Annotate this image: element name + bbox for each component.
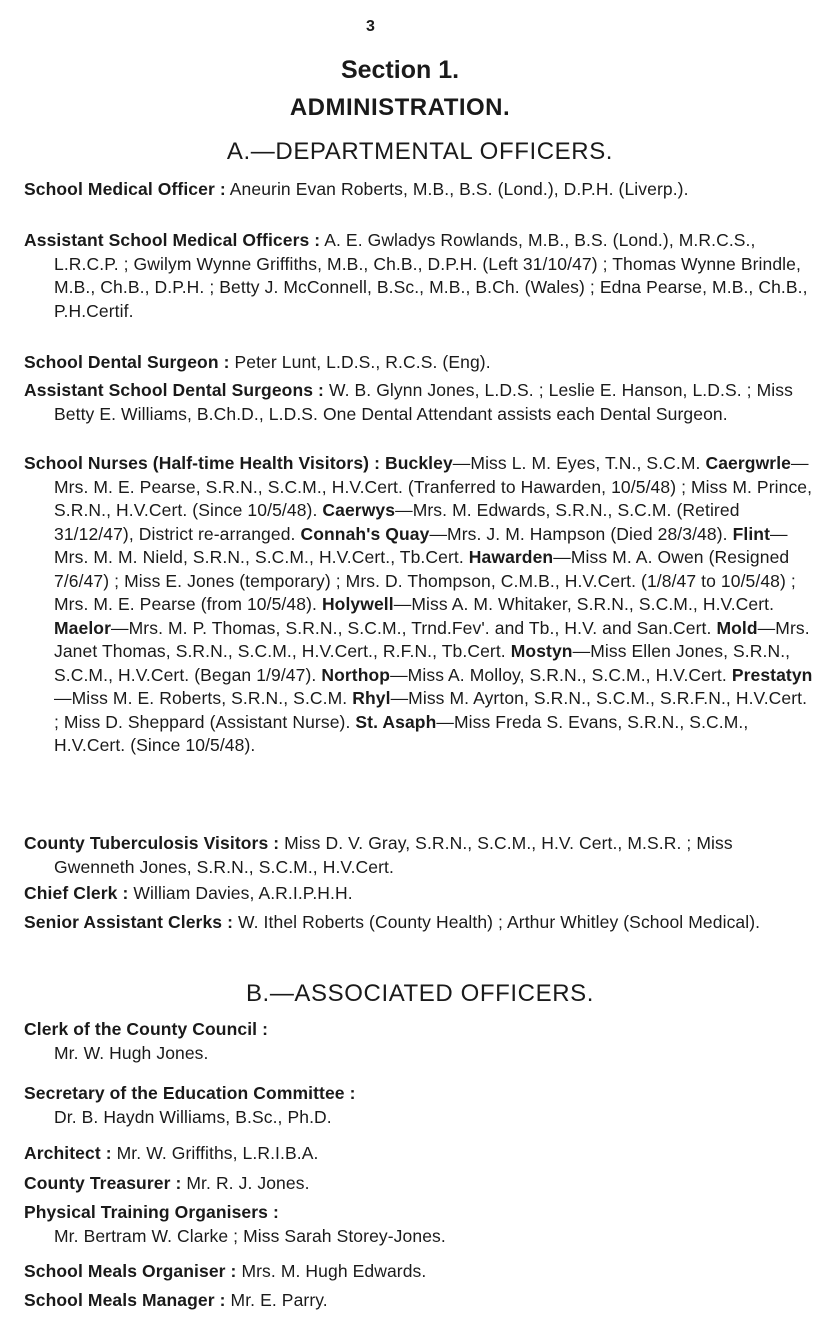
assistant-school-dental-surgeons-entry [24, 379, 814, 426]
district-northop-nurses: —Miss A. Molloy, S.R.N., S.C.M., H.V.Cert. [390, 664, 727, 685]
district-connahs-quay-nurses: —Mrs. J. M. Hampson (Died 28/3/48). [429, 523, 728, 544]
district-caergwrle-nurses: —Mrs. M. E. Pearse, S.R.N., S.C.M., H.V.Cert. (Tranferred to Hawarden, 10/5/48) ; Miss M. Prince, S.R.N., H.V.Cert. (Since 10/5/48). [54, 453, 813, 520]
school-medical-officer-value: Aneurin Evan Roberts, M.B., B.S. (Lond.), D.P.H. (Liverp.). [229, 179, 689, 199]
senior-assistant-clerks-value: W. Ithel Roberts (County Health) ; Arthur Whitley (School Medical). [237, 912, 761, 932]
district-buckley: Buckley [384, 453, 453, 473]
district-mold: Mold [716, 617, 758, 638]
district-maelor-nurses: —Mrs. M. P. Thomas, S.R.N., S.C.M., Trnd.Fev'. and Tb., H.V. and San.Cert. [111, 617, 712, 638]
school-dental-surgeon-label: School Dental Surgeon : [24, 352, 230, 372]
section-title: ADMINISTRATION. [289, 94, 511, 121]
district-caerwys: Caerwys [322, 500, 396, 520]
architect-value: Mr. W. Griffiths, L.R.I.B.A. [116, 1143, 319, 1163]
school-meals-organiser-label: School Meals Organiser : [24, 1261, 237, 1281]
district-rhyl-nurses: —Miss M. Ayrton, S.R.N., S.C.M., S.R.F.N., H.V.Cert. ; Miss D. Sheppard (Assistant Nurse). [54, 688, 808, 732]
county-tuberculosis-visitors-label: County Tuberculosis Visitors : [24, 833, 280, 853]
district-caergwrle: Caergwrle [705, 453, 792, 473]
assistant-school-dental-surgeons-value: W. B. Glynn Jones, L.D.S. ; Leslie E. Hanson, L.D.S. ; Miss Betty E. Williams, B.Ch.D., L.D.S. One Dental Attendant assists each Dental Surgeon. [54, 380, 793, 424]
district-flint: Flint [732, 523, 771, 544]
school-nurses-entry [24, 452, 814, 758]
district-prestatyn: Prestatyn [731, 664, 813, 685]
district-holywell: Holywell [321, 594, 394, 614]
district-mostyn-nurses: —Miss Ellen Jones, S.R.N., S.C.M., H.V.Cert. (Began 1/9/47). [54, 641, 791, 685]
senior-assistant-clerks-entry [24, 911, 814, 935]
school-meals-manager-value: Mr. E. Parry. [230, 1290, 328, 1310]
education-secretary-label: Secretary of the Education Committee : [24, 1083, 356, 1103]
assistant-school-medical-officers-value: A. E. Gwladys Rowlands, M.B., B.S. (Lond.), M.R.C.S., L.R.C.P. ; Gwilym Wynne Griffiths, M.B., Ch.B., D.P.H. (Left 31/10/47) ; Thomas Wynne Brindle, M.B., Ch.B., D.P.H. ; Betty J. McConnell, B.Sc., M.B., B.Ch. (Wales) ; Edna Pearse, M.B., Ch.B., P.H.Certif. [54, 230, 808, 321]
district-mold-nurses: —Mrs. Janet Thomas, S.R.N., S.C.M., H.V.Cert., R.F.N., Tb.Cert. [54, 617, 810, 661]
district-hawarden: Hawarden [468, 547, 554, 567]
school-medical-officer-entry [24, 178, 814, 202]
county-treasurer-label: County Treasurer : [24, 1173, 182, 1193]
district-northop: Northop [321, 664, 391, 685]
school-medical-officer-label: School Medical Officer : [24, 179, 226, 199]
county-council-clerk-label: Clerk of the County Council : [24, 1019, 269, 1039]
page-number: 3 [366, 18, 375, 35]
district-st-asaph: St. Asaph [355, 711, 437, 732]
assistant-school-medical-officers-label: Assistant School Medical Officers : [24, 230, 321, 250]
physical-training-organisers-entry [24, 1201, 784, 1248]
physical-training-organisers-value: Mr. Bertram W. Clarke ; Miss Sarah Storey-Jones. [54, 1225, 446, 1246]
chief-clerk-label: Chief Clerk : [24, 883, 129, 903]
district-rhyl: Rhyl [352, 688, 391, 708]
district-holywell-nurses: —Miss A. M. Whitaker, S.R.N., S.C.M., H.V.Cert. [393, 594, 775, 614]
architect-label: Architect : [24, 1143, 112, 1163]
associated-officers-heading: B.—ASSOCIATED OFFICERS. [245, 980, 595, 1007]
assistant-school-dental-surgeons-label: Assistant School Dental Surgeons : [24, 380, 324, 400]
district-prestatyn-nurses: —Miss M. E. Roberts, S.R.N., S.C.M. [54, 688, 348, 708]
district-hawarden-nurses: —Miss M. A. Owen (Resigned 7/6/47) ; Miss E. Jones (temporary) ; Mrs. D. Thompson, C.M.B., H.V.Cert. (1/8/47 to 10/5/48) ; Mrs. M. E. Pearse (from 10/5/48). [54, 547, 796, 614]
county-council-clerk-value: Mr. W. Hugh Jones. [54, 1042, 209, 1063]
school-dental-surgeon-value: Peter Lunt, L.D.S., R.C.S. (Eng). [234, 352, 491, 372]
architect-entry [24, 1142, 784, 1166]
chief-clerk-value: William Davies, A.R.I.P.H.H. [133, 883, 353, 903]
district-connahs-quay: Connah's Quay [300, 523, 430, 544]
district-mostyn: Mostyn [510, 641, 573, 661]
section-heading: Section 1. [340, 56, 460, 84]
district-st-asaph-nurses: —Miss Freda S. Evans, S.R.N., S.C.M., H.V.Cert. (Since 10/5/48). [54, 711, 749, 755]
county-tuberculosis-visitors-entry [24, 832, 814, 879]
district-flint-nurses: —Mrs. M. M. Nield, S.R.N., S.C.M., H.V.Cert., Tb.Cert. [54, 523, 788, 567]
school-meals-manager-entry [24, 1289, 784, 1313]
chief-clerk-entry [24, 882, 814, 906]
education-secretary-entry [24, 1082, 784, 1129]
school-meals-organiser-value: Mrs. M. Hugh Edwards. [241, 1261, 427, 1281]
school-meals-organiser-entry [24, 1260, 784, 1284]
district-caerwys-nurses: —Mrs. M. Edwards, S.R.N., S.C.M. (Retired 31/12/47), District re-arranged. [54, 500, 740, 544]
county-treasurer-value: Mr. R. J. Jones. [186, 1173, 310, 1193]
county-tuberculosis-visitors-value: Miss D. V. Gray, S.R.N., S.C.M., H.V. Cert., M.S.R. ; Miss Gwenneth Jones, S.R.N., S.C.M., H.V.Cert. [54, 833, 733, 877]
education-secretary-value: Dr. B. Haydn Williams, B.Sc., Ph.D. [54, 1106, 332, 1127]
district-maelor: Maelor [54, 617, 112, 638]
departmental-officers-heading: A.—DEPARTMENTAL OFFICERS. [226, 138, 614, 165]
physical-training-organisers-label: Physical Training Organisers : [24, 1202, 279, 1222]
school-dental-surgeon-entry [24, 351, 814, 375]
school-nurses-label: School Nurses (Half-time Health Visitors) : [24, 453, 380, 473]
county-treasurer-entry [24, 1172, 784, 1196]
assistant-school-medical-officers-entry [24, 229, 814, 323]
senior-assistant-clerks-label: Senior Assistant Clerks : [24, 912, 234, 932]
district-buckley-nurses: —Miss L. M. Eyes, T.N., S.C.M. [452, 453, 701, 473]
county-council-clerk-entry [24, 1018, 784, 1065]
school-meals-manager-label: School Meals Manager : [24, 1290, 226, 1310]
